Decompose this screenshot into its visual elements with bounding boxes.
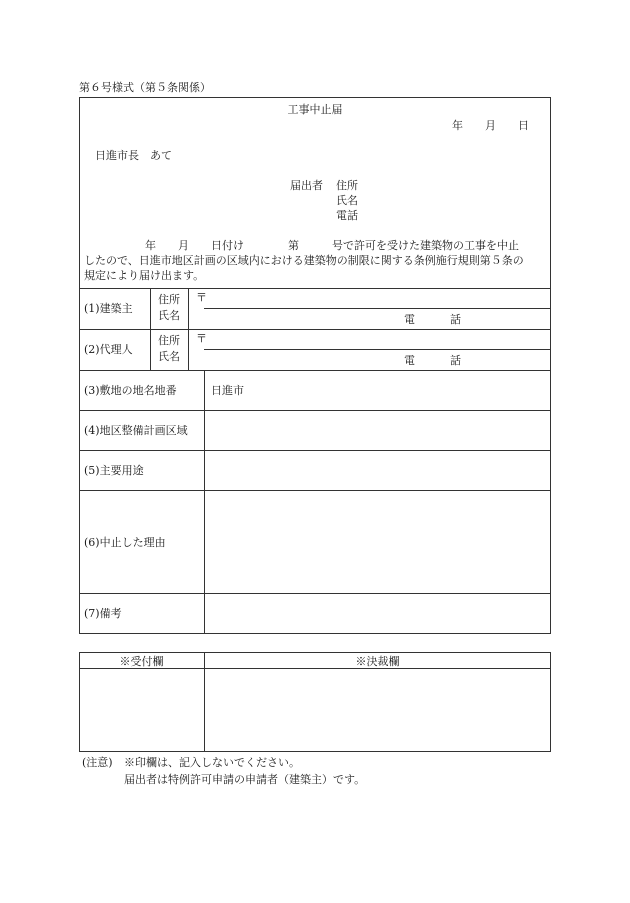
- agent-address-field[interactable]: [210, 334, 548, 347]
- agent-phone-label: 電 話: [404, 354, 473, 367]
- notifier-phone-label: 電話: [336, 209, 358, 222]
- decision-column-header: ※決裁欄: [355, 655, 400, 668]
- agent-label: (2)代理人: [84, 343, 133, 356]
- use-field[interactable]: [206, 452, 549, 488]
- owner-split-line: [204, 308, 551, 309]
- office-header-line: [79, 668, 551, 669]
- form-title: 工事中止届: [287, 103, 343, 116]
- owner-name-label: 氏名: [158, 309, 180, 322]
- remarks-label: (7)備考: [84, 607, 122, 620]
- use-bottom-line: [79, 490, 551, 491]
- body-line-2: したので、日進市地区計画の区域内における建築物の制限に関する条例施行規則第５条の: [84, 254, 524, 267]
- agent-name-field[interactable]: [208, 353, 368, 366]
- agent-split-line: [204, 349, 551, 350]
- reason-bottom-line: [79, 593, 551, 594]
- remarks-field[interactable]: [206, 595, 549, 632]
- addressee: 日進市長 あて: [95, 149, 172, 162]
- notifier-label: 届出者: [290, 179, 323, 192]
- note-2: 届出者は特例許可申請の申請者（建築主）です。: [124, 773, 366, 786]
- label-divider: [150, 288, 151, 370]
- agent-postal-mark: 〒: [196, 332, 207, 345]
- sublabel-divider: [188, 288, 189, 370]
- owner-name-field[interactable]: [208, 312, 368, 325]
- note-1: ※印欄は、記入しないでください。: [124, 756, 300, 769]
- body-line-1: 年 月 日付け 第 号で許可を受けた建築物の工事を中止: [145, 239, 519, 252]
- site-label: (3)敷地の地名地番: [84, 384, 177, 397]
- district-bottom-line: [79, 450, 551, 451]
- use-label: (5)主要用途: [84, 464, 144, 477]
- reason-label: (6)中止した理由: [84, 536, 166, 549]
- notes-label: (注意): [82, 756, 113, 769]
- notifier-address-label: 住所: [336, 179, 358, 192]
- owner-address-field[interactable]: [210, 293, 548, 306]
- site-value[interactable]: 日進市: [211, 384, 244, 397]
- date-line[interactable]: 年 月 日: [452, 119, 529, 132]
- owner-phone-label: 電 話: [404, 313, 473, 326]
- district-label: (4)地区整備計画区域: [84, 424, 188, 437]
- agent-bottom-line: [79, 370, 551, 371]
- district-field[interactable]: [206, 412, 549, 448]
- value-divider: [204, 370, 205, 634]
- reception-column-header: ※受付欄: [119, 655, 164, 668]
- owner-label: (1)建築主: [84, 302, 133, 315]
- office-divider: [204, 652, 205, 752]
- agent-name-label: 氏名: [158, 350, 180, 363]
- body-line-3: 規定により届け出ます。: [84, 269, 205, 282]
- form-number: 第６号様式（第５条関係）: [79, 81, 211, 94]
- owner-postal-mark: 〒: [196, 291, 207, 304]
- reason-field[interactable]: [206, 492, 549, 591]
- owner-address-label: 住所: [158, 293, 180, 306]
- notifier-name-label: 氏名: [336, 194, 358, 207]
- site-bottom-line: [79, 410, 551, 411]
- agent-address-label: 住所: [158, 334, 180, 347]
